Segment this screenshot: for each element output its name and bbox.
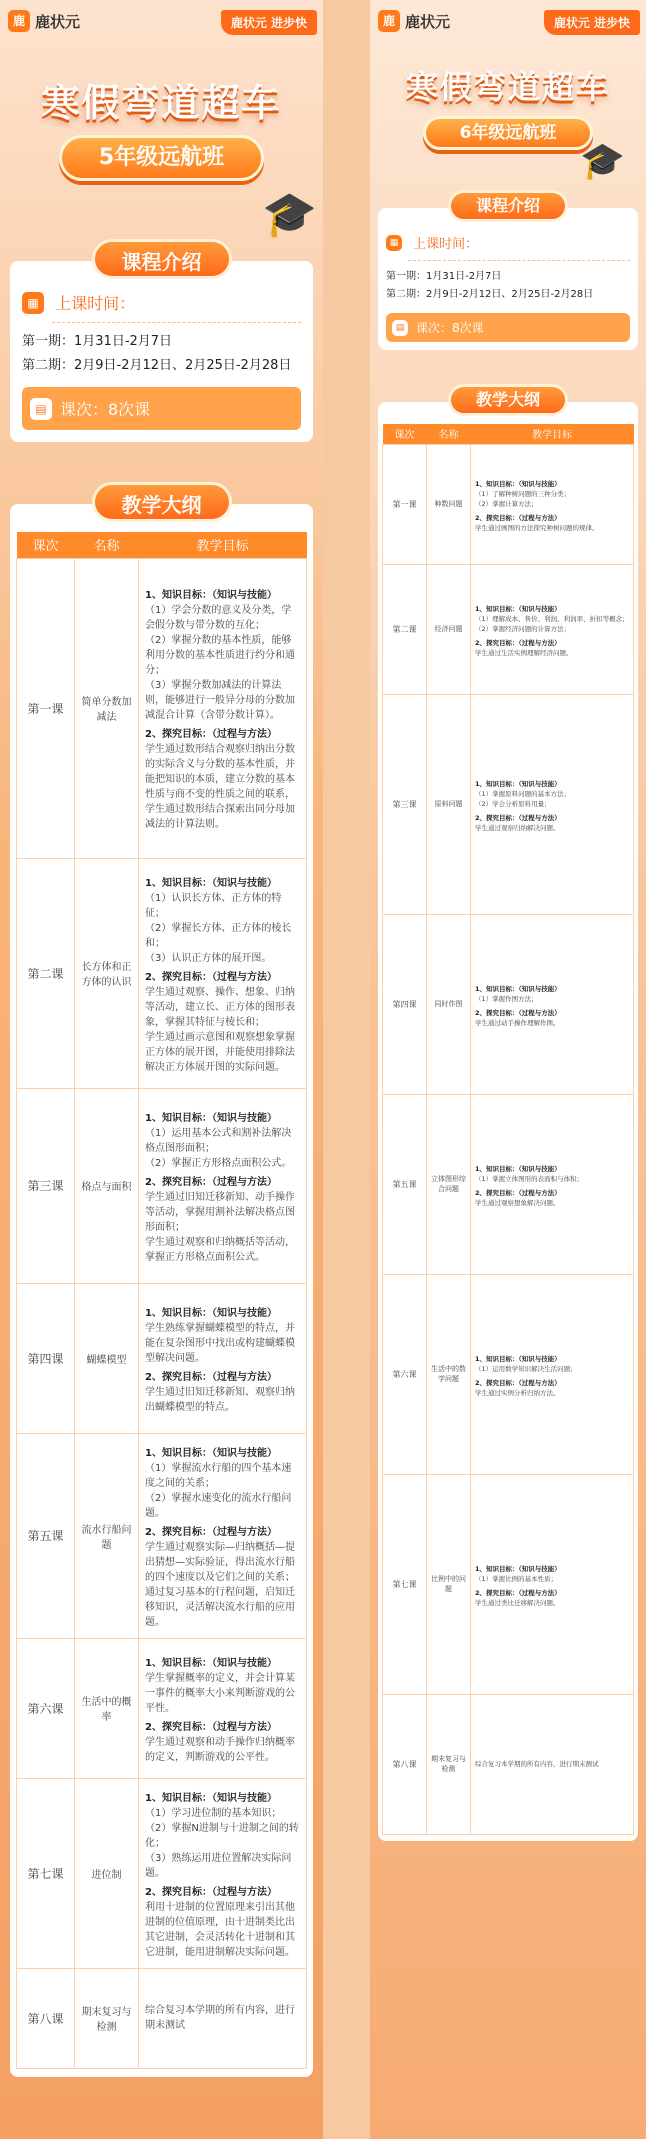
goal-line: 2、探究目标：（过程与方法）: [145, 1371, 277, 1383]
book-icon: ▤: [392, 320, 408, 336]
goal-line: 学生通过类比迁移解决问题。: [475, 1599, 560, 1607]
course-intro-heading: 课程介绍: [448, 190, 568, 222]
goal-line: （1）掌握比例的基本性质；: [475, 1575, 558, 1583]
lesson-number: 第六课: [383, 1274, 427, 1474]
table-row: [17, 1283, 307, 1433]
lesson-number: 第二课: [17, 858, 75, 1088]
calendar-icon: ▦: [22, 292, 44, 314]
brand-name: 鹿状元: [405, 12, 451, 31]
page-title: 寒假弯道超车: [405, 68, 610, 106]
term-2: 第二期：2月9日-2月12日、2月25日-2月28日: [386, 289, 594, 300]
goal-line: 学生熟练掌握蝴蝶模型的特点，并能在复杂图形中找出或构建蝴蝶模型解决问题。: [145, 1322, 295, 1364]
outline-heading: 教学大纲: [92, 482, 232, 522]
table-row: [383, 694, 634, 914]
goal-line: （1）认识长方体、正方体的特征；: [145, 892, 282, 919]
goal-line: 1、知识目标：（知识与技能）: [475, 1165, 561, 1173]
goal-line: （2）掌握N进制与十进制之间的转化；: [145, 1822, 299, 1849]
goal-line: 1、知识目标：（知识与技能）: [145, 1657, 277, 1669]
goal-line: （1）掌握流水行船的四个基本速度之间的关系；: [145, 1462, 292, 1489]
lesson-number: 第三课: [17, 1088, 75, 1283]
lesson-goals: [471, 914, 634, 1094]
table-row: [17, 1778, 307, 1968]
table-row: [17, 1433, 307, 1638]
slogan-badge: 鹿状元 进步快: [544, 10, 640, 35]
lesson-goals: [139, 1638, 307, 1778]
goal-line: 1、知识目标：（知识与技能）: [145, 1792, 277, 1804]
sessions-text: 课次：8次课: [416, 321, 484, 335]
lesson-name: 蝴蝶模型: [75, 1283, 139, 1433]
goal-line: 1、知识目标：（知识与技能）: [475, 480, 561, 488]
lesson-goals: [139, 858, 307, 1088]
lesson-goals: [139, 1433, 307, 1638]
goal-line: 2、探究目标：（过程与方法）: [475, 814, 561, 822]
goal-line: 1、知识目标：（知识与技能）: [145, 1112, 277, 1124]
graduation-cap-icon: 🎓: [262, 189, 317, 240]
goal-line: 1、知识目标：（知识与技能）: [475, 985, 561, 993]
lesson-name: 期末复习与检测: [75, 1968, 139, 2068]
lesson-number: 第一课: [17, 558, 75, 858]
table-row: [17, 1638, 307, 1778]
goal-line: （1）学会分数的意义及分类，学会假分数与带分数的互化；: [145, 605, 292, 631]
goal-line: 1、知识目标：（知识与技能）: [145, 590, 277, 601]
term-1: 第一期：1月31日-2月7日: [22, 334, 173, 349]
goal-line: 利用十进制的位置原理来引出其他进制的位值原理，由十进制类比出其它进制，会灵活转化十进制和其它进制，能用进制解决实际问题。: [145, 1901, 295, 1958]
lesson-name: 经济问题: [427, 564, 471, 694]
goal-line: 2、探究目标：（过程与方法）: [145, 1886, 277, 1898]
header-bar: [0, 0, 323, 44]
goal-line: （2）掌握分数的基本性质，能够利用分数的基本性质进行约分和通分；: [145, 635, 295, 676]
goal-line: 1、知识目标：（知识与技能）: [145, 877, 277, 889]
goal-line: 2、探究目标：（过程与方法）: [145, 1526, 277, 1538]
goal-line: 通过复习基本的行程问题，启知迁移知识，灵活解决流水行船的应用题。: [145, 1586, 295, 1628]
page-title: 寒假弯道超车: [41, 81, 282, 125]
lesson-number: 第五课: [383, 1094, 427, 1274]
table-row: [383, 1474, 634, 1694]
goal-line: 2、探究目标：（过程与方法）: [475, 1379, 561, 1387]
outline-card: [378, 402, 638, 1841]
goal-line: （2）掌握长方体、正方体的棱长和；: [145, 922, 292, 949]
table-row: [383, 564, 634, 694]
brand-name: 鹿状元: [35, 12, 81, 31]
lesson-name: 立体图形综合问题: [427, 1094, 471, 1274]
term-2: 第二期：2月9日-2月12日、2月25日-2月28日: [22, 358, 292, 373]
goal-line: 学生通过数形结合观察归纳出分数的实际含义与分数的基本性质，并能把知识的本质，建立分数的基本性质与商不变的性质之间的联系，学生通过数形结合探索出同分母加减法的计算法则。: [145, 744, 295, 830]
lesson-number: 第六课: [17, 1638, 75, 1778]
table-header: [383, 424, 634, 444]
table-row: [383, 1274, 634, 1474]
brand-logo: [378, 10, 450, 32]
lesson-goals: [139, 1088, 307, 1283]
lesson-goals: [139, 1968, 307, 2068]
lesson-goals: [139, 558, 307, 858]
col-name: 名称: [75, 532, 139, 558]
table-row: [383, 444, 634, 564]
goal-line: 2、探究目标：（过程与方法）: [145, 729, 277, 740]
outline-card: [10, 504, 313, 2077]
goal-line: 1、知识目标：（知识与技能）: [475, 1355, 561, 1363]
table-row: [17, 1088, 307, 1283]
goal-line: 学生通过画示意图和观察想象掌握正方体的展开图，并能使用排除法解决正方体展开图的实际问题。: [145, 1031, 295, 1073]
goal-line: 1、知识目标：（知识与技能）: [145, 1307, 277, 1319]
goal-line: 学生通过旧知迁移新知、动手操作等活动，掌握用割补法解决格点图形面积；: [145, 1191, 295, 1233]
goal-line: （1）掌握作图方法；: [475, 995, 538, 1003]
goal-line: （3）认识正方体的展开图。: [145, 952, 272, 964]
table-row: [383, 1694, 634, 1834]
goal-line: （2）掌握计算方法；: [475, 500, 538, 508]
goal-line: 学生通过观察和动手操作归纳概率的定义，判断游戏的公平性。: [145, 1736, 295, 1763]
goal-line: 2、探究目标：（过程与方法）: [145, 1721, 277, 1733]
lesson-name: 流水行船问题: [75, 1433, 139, 1638]
lesson-goals: [471, 1474, 634, 1694]
col-lesson: 课次: [17, 532, 75, 558]
goal-line: 2、探究目标：（过程与方法）: [475, 1589, 561, 1597]
lesson-number: 第一课: [383, 444, 427, 564]
lesson-name: 生活中的数学问题: [427, 1274, 471, 1474]
outline-heading: 教学大纲: [448, 384, 568, 416]
goal-line: （2）掌握正方形格点面积公式。: [145, 1157, 292, 1169]
goal-line: （1）运用数学知识解决生活问题；: [475, 1365, 577, 1373]
goal-line: 学生通过观察实际—归纳概括—提出猜想—实际验证，得出流水行船的四个速度以及它们之间的关系；: [145, 1541, 295, 1583]
goal-line: 学生掌握概率的定义，并会计算某一事件的概率大小来判断游戏的公平性。: [145, 1672, 295, 1714]
lesson-goals: [471, 1094, 634, 1274]
course-intro-card: [378, 208, 638, 350]
outline-table: [16, 532, 307, 2069]
lesson-number: 第四课: [383, 914, 427, 1094]
goal-line: 1、知识目标：（知识与技能）: [475, 605, 561, 613]
goal-line: （2）学会分析原料用量；: [475, 800, 551, 808]
table-row: [383, 914, 634, 1094]
lesson-number: 第八课: [17, 1968, 75, 2068]
divider: [52, 322, 301, 323]
goal-line: （2）掌握经济问题的计算方法；: [475, 625, 571, 633]
sessions-bar: [386, 313, 630, 342]
lesson-name: 生活中的概率: [75, 1638, 139, 1778]
table-row: [17, 1968, 307, 2068]
goal-line: 学生通过观察和归纳概括等活动，掌握正方形格点面积公式。: [145, 1236, 295, 1263]
lesson-number: 第五课: [17, 1433, 75, 1638]
deer-logo-icon: 鹿: [8, 10, 30, 32]
course-intro-card: [10, 261, 313, 442]
lesson-name: 进位制: [75, 1778, 139, 1968]
goal-line: （1）学习进位制的基本知识；: [145, 1807, 282, 1819]
header-bar: [370, 0, 646, 44]
lesson-goals: [471, 444, 634, 564]
lesson-number: 第四课: [17, 1283, 75, 1433]
goal-line: 2、探究目标：（过程与方法）: [145, 1176, 277, 1188]
goal-line: 1、知识目标：（知识与技能）: [475, 1565, 561, 1573]
lesson-goals: [139, 1283, 307, 1433]
lesson-name: 种数问题: [427, 444, 471, 564]
outline-table: [382, 424, 634, 1835]
goal-line: （1）了解种树问题的三种分类；: [475, 490, 571, 498]
lesson-name: 原料问题: [427, 694, 471, 914]
time-label: 上课时间：: [55, 294, 136, 313]
graduation-cap-icon: 🎓: [580, 141, 625, 182]
lesson-number: 第三课: [383, 694, 427, 914]
goal-line: 学生通过观察归纳解决问题。: [475, 824, 560, 832]
goal-line: （3）熟练运用进位置解决实际问题。: [145, 1852, 292, 1879]
lesson-name: 期末复习与检测: [427, 1694, 471, 1834]
lesson-number: 第二课: [383, 564, 427, 694]
lesson-name: 长方体和正方体的认识: [75, 858, 139, 1088]
goal-line: （2）掌握水速变化的流水行船问题。: [145, 1492, 292, 1519]
lesson-goals: [139, 1778, 307, 1968]
time-label: 上课时间：: [413, 237, 479, 252]
col-goals: 教学目标: [471, 424, 634, 444]
goal-line: 1、知识目标：（知识与技能）: [475, 780, 561, 788]
lesson-goals: [471, 1694, 634, 1834]
goal-line: 2、探究目标：（过程与方法）: [475, 514, 561, 522]
grade-badge: 6年级远航班: [423, 116, 593, 150]
goal-line: 2、探究目标：（过程与方法）: [145, 971, 277, 983]
lesson-name: 同时作图: [427, 914, 471, 1094]
lesson-name: 比例中的问题: [427, 1474, 471, 1694]
calendar-icon: ▦: [386, 235, 402, 251]
table-row: [383, 1094, 634, 1274]
goal-line: 1、知识目标：（知识与技能）: [145, 1447, 277, 1459]
col-lesson: 课次: [383, 424, 427, 444]
table-header: [17, 532, 307, 558]
goal-line: 学生通过观察、操作、想象、归纳等活动，建立长、正方体的图形表象，掌握其特征与棱长和；: [145, 986, 295, 1028]
goal-line: （1）掌握原料问题的基本方法；: [475, 790, 571, 798]
goal-line: （1）掌握立体图形的表面积与体积；: [475, 1175, 584, 1183]
goal-line: 学生通过观察想象解决问题。: [475, 1199, 560, 1207]
divider: [408, 260, 630, 261]
lesson-goals: [471, 1274, 634, 1474]
goal-line: （1）运用基本公式和割补法解决格点图形面积；: [145, 1127, 292, 1154]
sessions-bar: [22, 387, 301, 430]
deer-logo-icon: 鹿: [378, 10, 400, 32]
goal-line: 综合复习本学期的所有内容，进行期末测试: [475, 1760, 599, 1768]
goal-line: 2、探究目标：（过程与方法）: [475, 1009, 561, 1017]
goal-line: 2、探究目标：（过程与方法）: [475, 1189, 561, 1197]
lesson-goals: [471, 564, 634, 694]
goal-line: 学生通过动手操作理解作图。: [475, 1019, 560, 1027]
goal-line: 学生通过生活实例理解经济问题。: [475, 649, 573, 657]
grade6-poster: [370, 0, 646, 2139]
lesson-goals: [471, 694, 634, 914]
col-name: 名称: [427, 424, 471, 444]
lesson-name: 简单分数加减法: [75, 558, 139, 858]
lesson-number: 第七课: [17, 1778, 75, 1968]
lesson-name: 格点与面积: [75, 1088, 139, 1283]
slogan-badge: 鹿状元 进步快: [221, 10, 317, 35]
lesson-number: 第七课: [383, 1474, 427, 1694]
sessions-text: 课次：8次课: [60, 400, 151, 419]
goal-line: 学生通过旧知迁移新知、观察归纳出蝴蝶模型的特点。: [145, 1386, 295, 1413]
goal-line: 综合复习本学期的所有内容，进行期末测试: [145, 2005, 295, 2031]
course-intro-heading: 课程介绍: [92, 239, 232, 279]
table-row: [17, 858, 307, 1088]
grade-badge: 5年级远航班: [59, 135, 264, 181]
book-icon: ▤: [30, 398, 52, 420]
col-goals: 教学目标: [139, 532, 307, 558]
goal-line: （1）理解成本、售价、利润、利润率、折扣等概念；: [475, 615, 629, 623]
goal-line: 学生通过画图的方法探究种树问题的规律。: [475, 524, 599, 532]
brand-logo: [8, 10, 80, 32]
goal-line: 学生通过实例分析归纳方法。: [475, 1389, 560, 1397]
goal-line: 2、探究目标：（过程与方法）: [475, 639, 561, 647]
lesson-number: 第八课: [383, 1694, 427, 1834]
table-row: [17, 558, 307, 858]
goal-line: （3）掌握分数加减法的计算法则，能够进行一般异分母的分数加减混合计算（含带分数计算）。: [145, 680, 295, 721]
term-1: 第一期：1月31日-2月7日: [386, 271, 502, 282]
